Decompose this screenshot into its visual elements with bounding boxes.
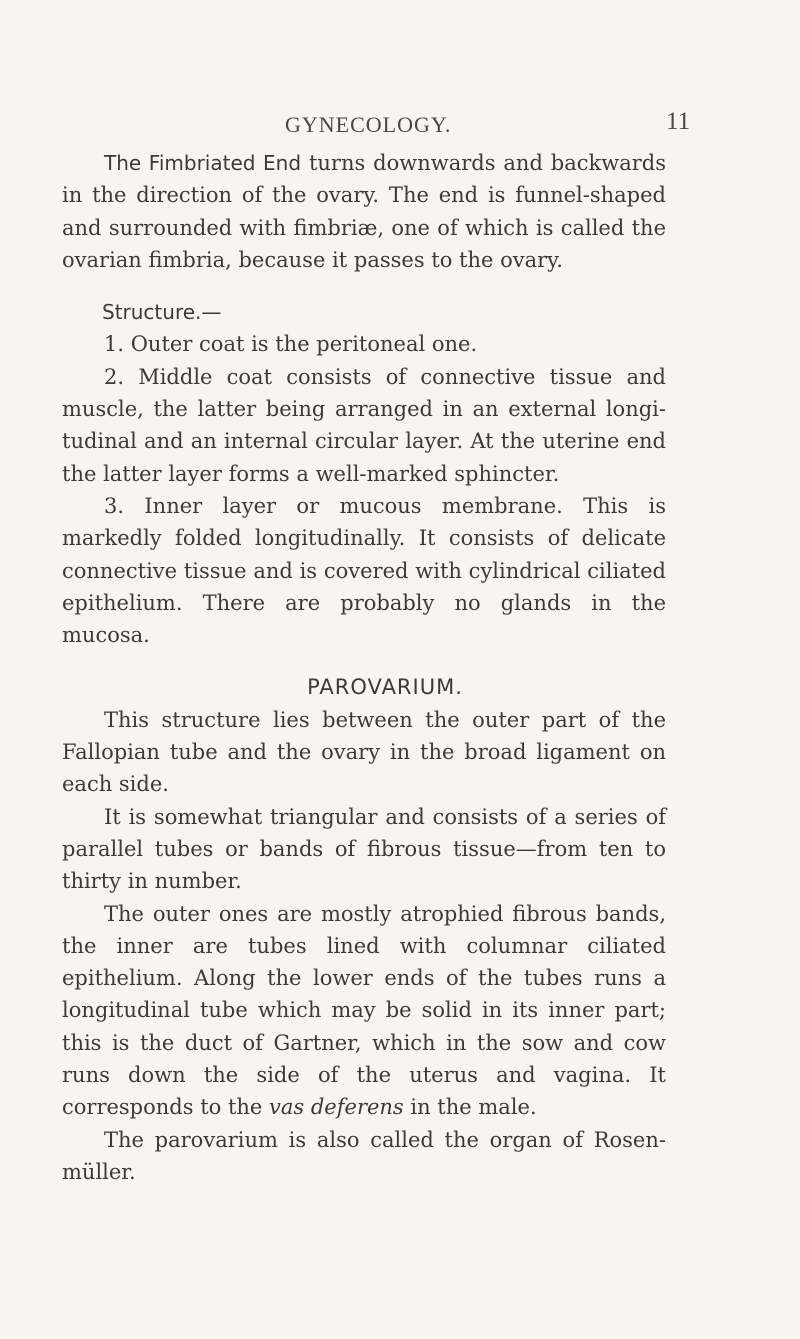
parovarium-paragraph-tubes [62,898,666,1124]
fimbriated-lead: The Fimbriated End [104,151,302,175]
tubes-text-end: in the male. [403,1095,537,1120]
page-number: 11 [666,108,691,135]
running-title: GYNECOLOGY. [285,112,452,137]
vas-deferens-term: vas deferens [269,1095,404,1120]
structure-heading: Structure.— [102,300,222,325]
parovarium-paragraph-name: The parovarium is also called the organ of Rosenmüller. [62,1127,666,1184]
structure-item-inner: 3. Inner layer or mucous membrane. This is markedly folded longitudinally. It consists of delicate connective tissue and is covered with cylindrical ciliated epithelium. There are probably no glands in the mucosa. [62,493,666,648]
page-body [62,147,666,1188]
structure-item-outer: 1. Outer coat is the peritoneal one. [104,332,478,357]
section-title-parovarium: PAROVARIUM. [307,675,463,700]
tubes-text: The outer ones are mostly atrophied fibrous bands, the inner are tubes lined with columnar ciliated epithelium. Along the lower ends of the tubes runs a longitudinal tube which may be solid in its inner part; this is the duct of Gartner, which in the sow and cow runs down the side of the uterus and vagina. It corresponds to the [62,901,666,1120]
parovarium-paragraph-shape: It is somewhat triangular and consists of a series of parallel tubes or bands of fibrous tissue—from ten to thirty in number. [62,804,666,894]
spacer [62,651,666,671]
fimbriated-text: turns downwards and backwards in the direction of the ovary. The end is funnel-shaped and surrounded with fimbriæ, one of which is called the ovarian fimbria, because it passes to the ovary. [62,151,666,272]
spacer [62,276,666,296]
fimbriated-paragraph [62,147,666,276]
structure-item-middle: 2. Middle coat consists of connective tissue and muscle, the latter being arranged in an external longitudinal and an internal circular layer. At the uterine end the latter layer forms a well-marked sphincter. [62,364,666,486]
parovarium-paragraph-location: This structure lies between the outer part of the Fallopian tube and the ovary in the broad ligament on each side. [62,707,666,797]
